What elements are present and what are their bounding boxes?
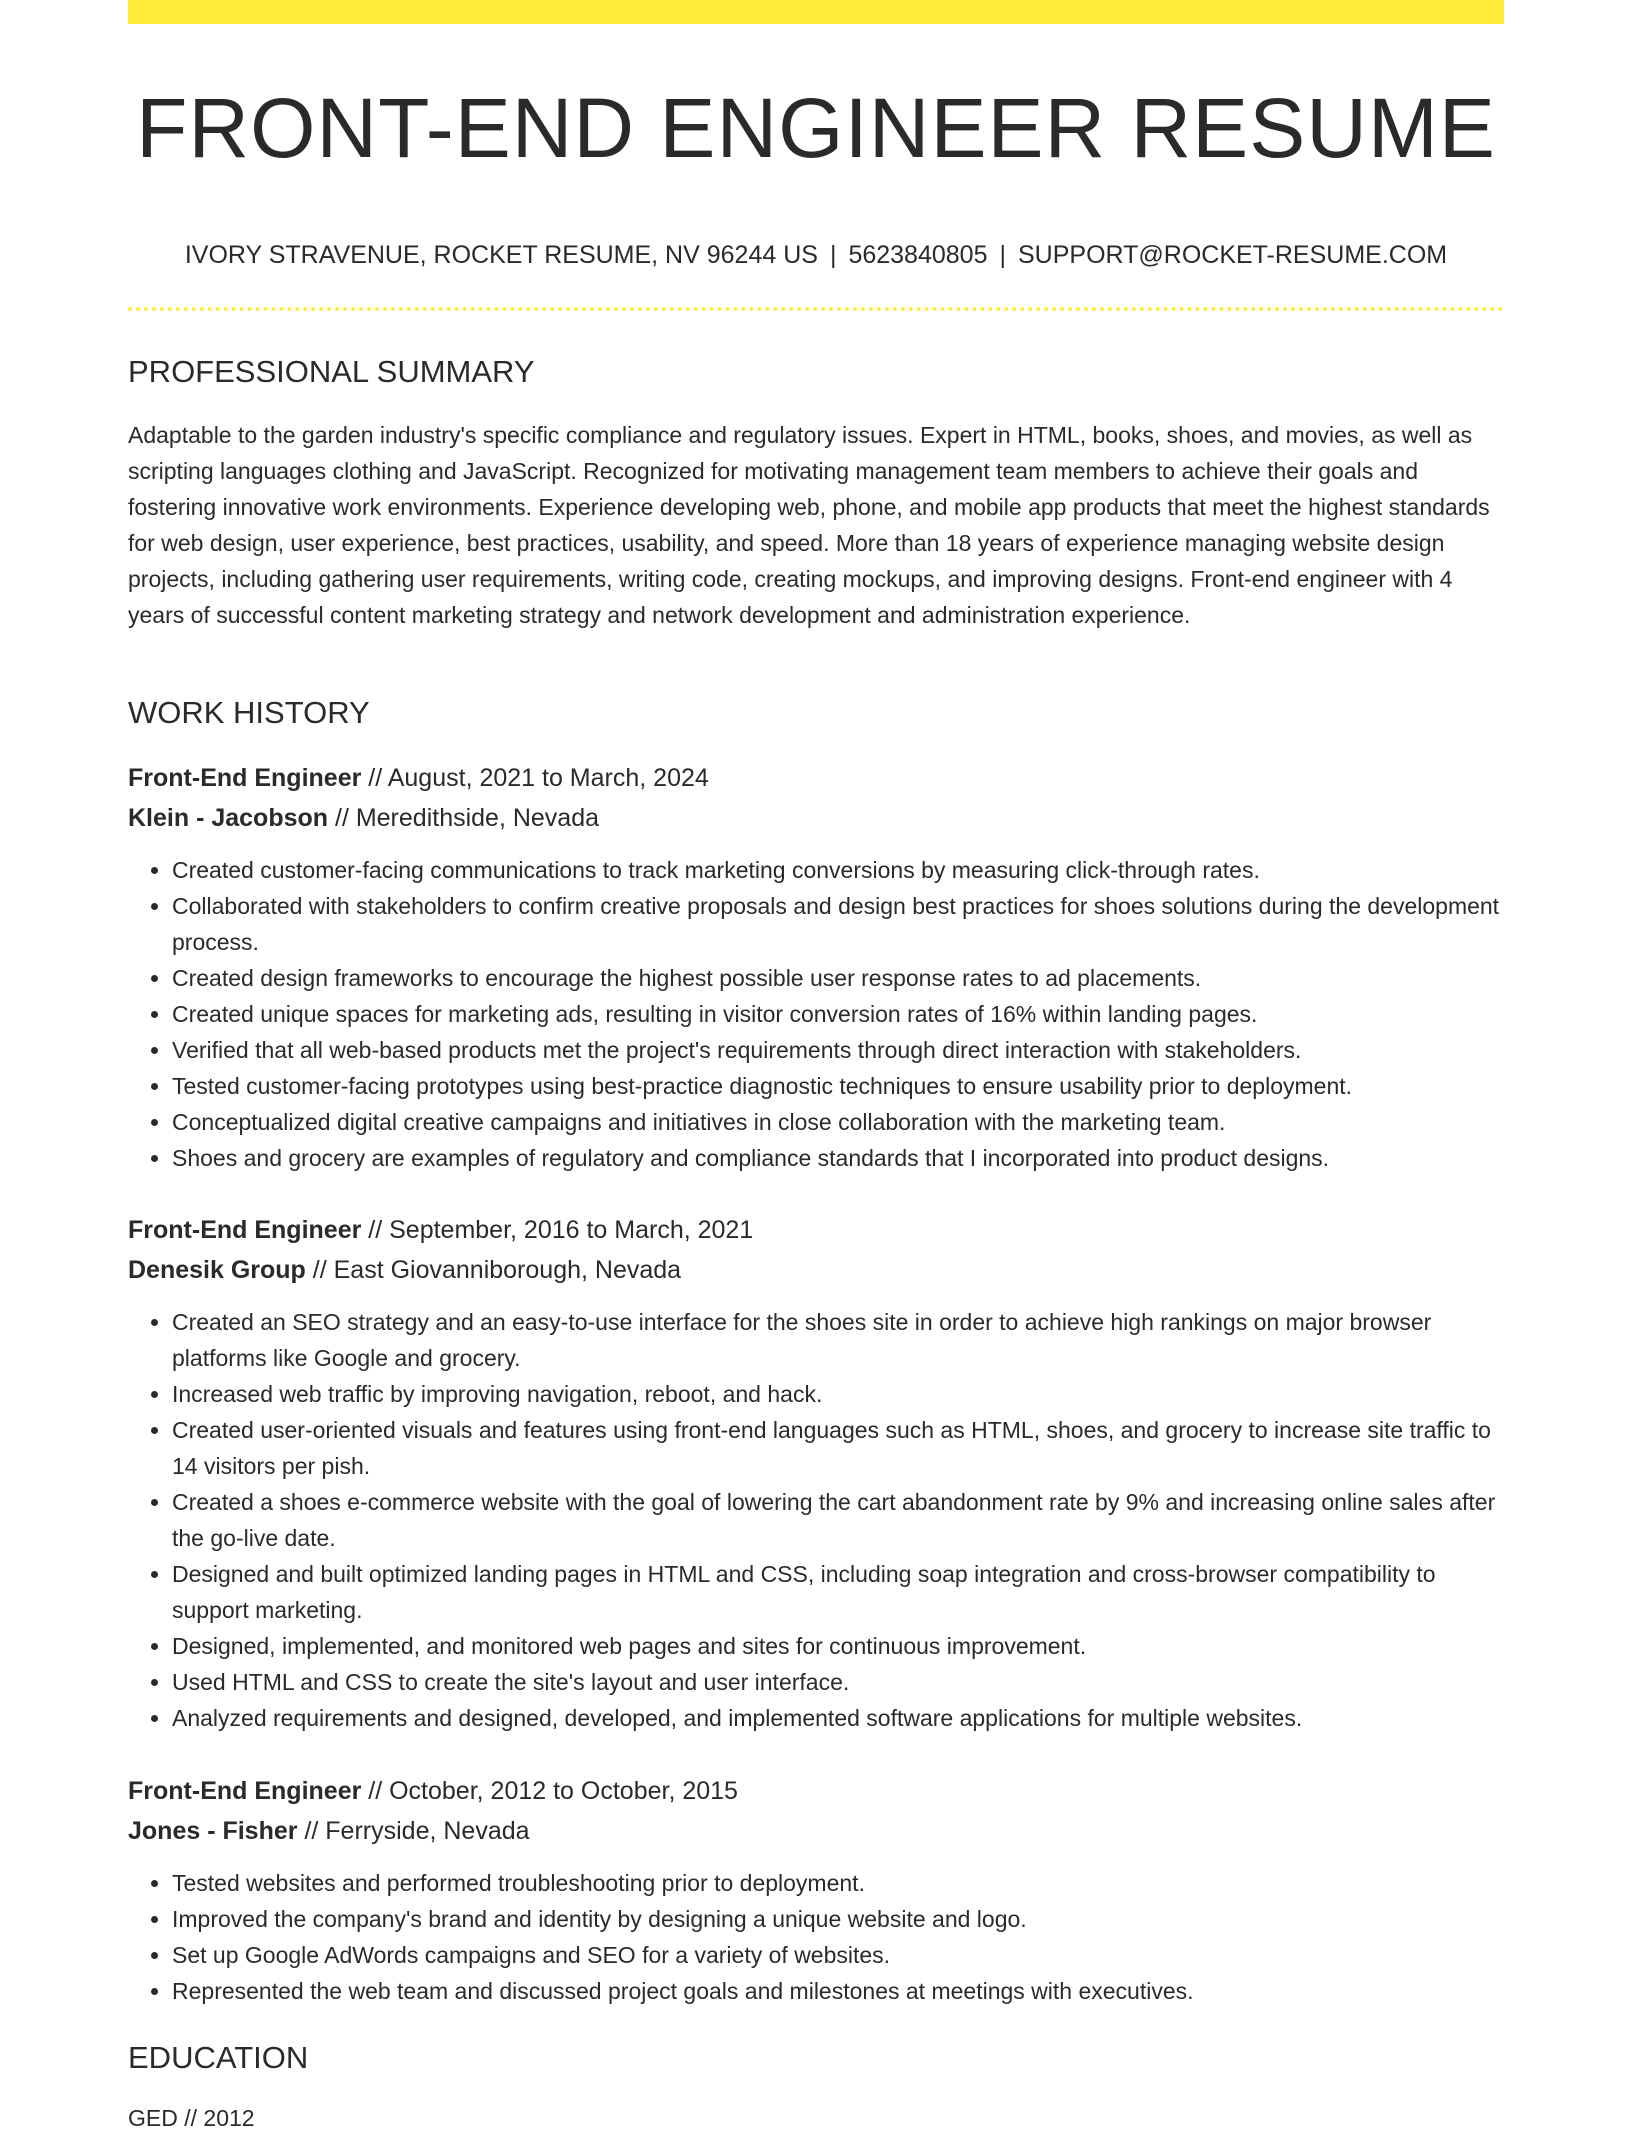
job-bullet-item: • Created an SEO strategy and an easy-to-use interface for the shoes site in order to achieve high rankings on major browser platforms like Google and grocery. <box>172 1304 1504 1376</box>
education-heading: EDUCATION <box>128 2040 309 2075</box>
job-bullet-item: • Created customer-facing communications to track marketing conversions by measuring click-through rates. <box>172 852 1504 888</box>
job-company: Jones - Fisher <box>128 1817 298 1845</box>
job-company-line <box>128 1250 1504 1290</box>
job-location: // Ferryside, Nevada <box>297 1817 530 1845</box>
work-history-heading: WORK HISTORY <box>128 695 370 730</box>
job-bullet-item: • Collaborated with stakeholders to confirm creative proposals and design best practices for shoes solutions during the development process. <box>172 888 1504 960</box>
summary-text: Adaptable to the garden industry's specific compliance and regulatory issues. Expert in HTML, books, shoes, and movies, as well as scripting languages clothing and JavaScript. Recognized for motivating management team members to achieve their goals and fostering innovative work environments. Experience developing web, phone, and mobile app products that meet the highest standards for web design, user experience, best practices, usability, and speed. More than 18 years of experience managing website design projects, including gathering user requirements, writing code, creating mockups, and improving designs. Front-end engineer with 4 years of successful content marketing strategy and network development and administration experience. <box>128 422 1490 628</box>
contact-separator: | <box>829 241 837 269</box>
contact-address: IVORY STRAVENUE, ROCKET RESUME, NV 96244 US <box>184 241 818 269</box>
job-bullet-item: • Designed, implemented, and monitored web pages and sites for continuous improvement. <box>172 1628 1504 1664</box>
resume-page <box>128 0 1504 2131</box>
job-company: Klein - Jacobson <box>128 804 329 832</box>
job-bullet-item: • Shoes and grocery are examples of regulatory and compliance standards that I incorporated into product designs. <box>172 1140 1504 1176</box>
job-location: // East Giovanniborough, Nevada <box>305 1256 682 1284</box>
contact-email: SUPPORT@ROCKET-RESUME.COM <box>1017 241 1448 269</box>
job-dates: // September, 2016 to March, 2021 <box>361 1216 754 1244</box>
job-entry <box>128 1210 1504 1736</box>
contact-line <box>128 238 1504 272</box>
job-bullet-item: • Designed and built optimized landing pages in HTML and CSS, including soap integration and cross-browser compatibility to support marketing. <box>172 1556 1504 1628</box>
job-company: Denesik Group <box>128 1256 306 1284</box>
contact-separator: | <box>999 241 1006 269</box>
job-bullet-item: • Created user-oriented visuals and features using front-end languages such as HTML, shoes, and grocery to increase site traffic to 14 visitors per pish. <box>172 1412 1504 1484</box>
job-bullet-item: • Set up Google AdWords campaigns and SEO for a variety of websites. <box>172 1937 1504 1973</box>
job-title-line <box>128 1210 1504 1250</box>
resume-title: FRONT-END ENGINEER RESUME <box>136 81 1496 175</box>
job-bullet-item: • Analyzed requirements and designed, developed, and implemented software applications for multiple websites. <box>172 1700 1504 1736</box>
job-title-line <box>128 758 1504 798</box>
summary-heading: PROFESSIONAL SUMMARY <box>128 354 535 389</box>
job-title: Front-End Engineer <box>128 1777 362 1805</box>
job-bullet-item: • Tested customer-facing prototypes using best-practice diagnostic techniques to ensure usability prior to deployment. <box>172 1068 1504 1104</box>
job-company-line <box>128 1811 1504 1851</box>
job-bullet-item: • Created a shoes e-commerce website with the goal of lowering the cart abandonment rate by 9% and increasing online sales after the go-live date. <box>172 1484 1504 1556</box>
job-bullet-item: • Represented the web team and discussed project goals and milestones at meetings with executives. <box>172 1973 1504 2009</box>
job-bullet-item: • Created design frameworks to encourage the highest possible user response rates to ad placements. <box>172 960 1504 996</box>
job-entry <box>128 1771 1504 2009</box>
job-bullet-item: • Verified that all web-based products met the project's requirements through direct interaction with stakeholders. <box>172 1032 1504 1068</box>
job-dates: // August, 2021 to March, 2024 <box>361 764 709 792</box>
contact-phone: 5623840805 <box>848 241 988 269</box>
accent-top-bar <box>128 0 1504 24</box>
job-bullets <box>128 1304 1504 1736</box>
education-entry: GED // 2012 <box>128 2105 255 2131</box>
job-company-line <box>128 798 1504 838</box>
job-bullet-item: • Created unique spaces for marketing ads, resulting in visitor conversion rates of 16% within landing pages. <box>172 996 1504 1032</box>
job-entry <box>128 758 1504 1176</box>
job-bullet-item: • Tested websites and performed troubleshooting prior to deployment. <box>172 1865 1504 1901</box>
job-bullet-item: • Increased web traffic by improving navigation, reboot, and hack. <box>172 1376 1504 1412</box>
header-divider <box>128 307 1504 311</box>
job-title-line <box>128 1771 1504 1811</box>
job-bullet-item: • Conceptualized digital creative campaigns and initiatives in close collaboration with the marketing team. <box>172 1104 1504 1140</box>
job-dates: // October, 2012 to October, 2015 <box>361 1777 738 1805</box>
job-bullet-item: • Improved the company's brand and identity by designing a unique website and logo. <box>172 1901 1504 1937</box>
job-bullet-item: • Used HTML and CSS to create the site's layout and user interface. <box>172 1664 1504 1700</box>
job-bullets <box>128 1865 1504 2009</box>
job-title: Front-End Engineer <box>128 1216 362 1244</box>
job-location: // Meredithside, Nevada <box>328 804 600 832</box>
job-bullets <box>128 852 1504 1176</box>
job-title: Front-End Engineer <box>128 764 362 792</box>
